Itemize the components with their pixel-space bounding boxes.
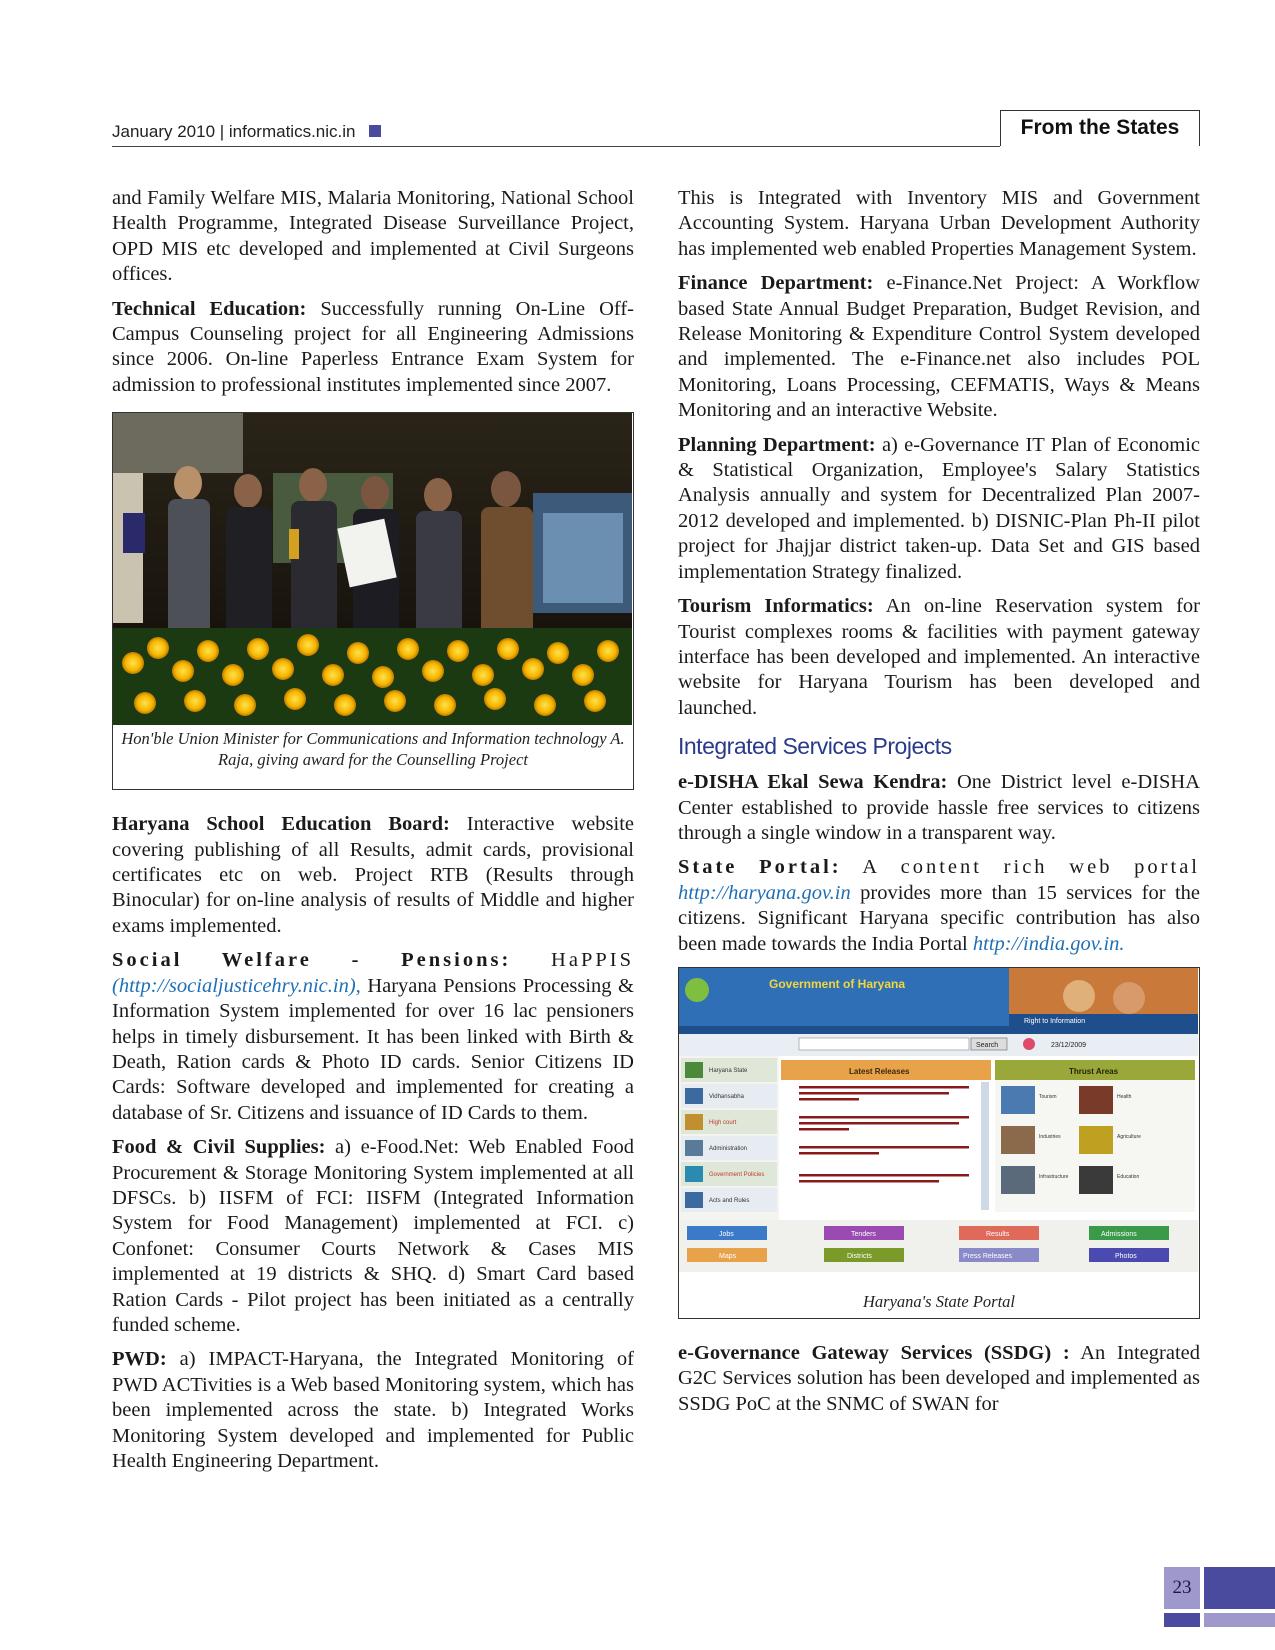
portal-thrust-education[interactable]: Education	[1117, 1173, 1140, 1180]
text-technical-education: Successfully running On-Line Off-Campus Counseling project for all Engineering Admissions since 2006. On-line Paperless Entrance Exam System for admission to professional institutes implemented since 2007.	[112, 297, 634, 396]
text-planning-department: a) e-Governance IT Plan of Economic & Statistical Organization, Employee's Salary Statistics Analysis annually and system for Decentralized Plan 2007-2012 developed and implemented. b) DISNIC-Plan Ph-II pilot project for Jhajjar district taken-up. Data Set and GIS based implementation Strategy finalized.	[678, 433, 1200, 583]
paragraph-inventory-mis: This is Integrated with Inventory MIS and Government Accounting System. Haryana Urban Development Authority has implemented web enabled Properties Management System.	[678, 187, 1200, 260]
portal-thrust-industries[interactable]: Industries	[1039, 1133, 1061, 1140]
text-state-portal: provides more than 15 services for the citizens. Significant Haryana specific contribution has also been made towards the India Portal	[678, 881, 1200, 955]
paragraph-social-welfare	[112, 948, 634, 1126]
award-photo-caption: Hon'ble Union Minister for Communications and Information technology A. Raja, giving award for the Counselling Project	[121, 729, 625, 770]
portal-nav-haryana-state[interactable]: Haryana State	[709, 1067, 748, 1074]
state-portal-caption: Haryana's State Portal	[862, 1291, 1016, 1311]
portal-btn-jobs-label: Jobs	[719, 1230, 734, 1238]
portal-nav-administration[interactable]: Administration	[709, 1145, 748, 1152]
paragraph-technical-education	[112, 297, 634, 399]
page-number-bar-lower-right	[1204, 1613, 1275, 1627]
portal-nav-vidhansabha[interactable]: Vidhansabha	[709, 1093, 744, 1100]
paragraph-edisha	[678, 770, 1200, 846]
text-edisha: One District level e-DISHA Center established to provide hassle free services to citizens through a single window in a transparent way.	[678, 771, 1200, 844]
header-issue-info	[112, 122, 381, 142]
portal-thrust-infrastructure[interactable]: Infrastructure	[1039, 1173, 1069, 1180]
portal-btn-admissions-label: Admissions	[1101, 1230, 1137, 1238]
portal-btn-results-label: Results	[986, 1230, 1010, 1238]
award-ceremony-photo	[113, 413, 632, 725]
left-column	[112, 186, 634, 1483]
portal-thrust-health[interactable]: Health	[1117, 1093, 1132, 1100]
text-state-portal-lead: A content rich web portal	[841, 856, 1200, 879]
header-rule	[112, 146, 1000, 147]
paragraph-school-education-board	[112, 812, 634, 939]
portal-thrust-areas-title: Thrust Areas	[1069, 1066, 1119, 1076]
text-tourism-informatics: An on-line Reservation system for Tourist complexes rooms & facilities with payment gateway interface has been developed and implemented. An interactive website for Haryana Tourism has been developed and launched.	[678, 595, 1200, 719]
header-square-icon	[369, 125, 381, 137]
text-school-education-board: Interactive website covering publishing of all Results, admit cards, provisional certificates etc on web. Project RTB (Results through Binocular) for on-line analysis of results of Middle and higher exams implemented.	[112, 813, 634, 937]
paragraph-tourism-informatics	[678, 594, 1200, 721]
text-food-civil-supplies: a) e-Food.Net: Web Enabled Food Procurement & Storage Monitoring System implemented at all DFSCs. b) IISFM of FCI: IISFM (Integrated Information System for Food Management) implemented at FCI. c) Confonet: Consumer Courts Network & Cases MIS implemented at 19 districts & SHQ. d) Smart Card based Ration Cards - Pilot project has been initiated as a centrally funded scheme.	[112, 1136, 634, 1336]
heading-state-portal: State Portal:	[678, 856, 842, 879]
paragraph-health-mis: and Family Welfare MIS, Malaria Monitoring, National School Health Programme, Integrated Disease Surveillance Project, OPD MIS etc developed and implemented at Civil Surgeons offices.	[112, 187, 634, 286]
section-title-integrated-services: Integrated Services Projects	[678, 733, 952, 760]
portal-btn-districts-label: Districts	[847, 1252, 872, 1260]
heading-ssdg: e-Governance Gateway Services (SSDG) :	[678, 1341, 1070, 1364]
heading-technical-education: Technical Education:	[112, 297, 307, 320]
page-number-bar-lower-left	[1164, 1613, 1200, 1627]
text-social-welfare: Haryana Pensions Processing & Information System implemented for over 16 lac pensioners helps in timely disbursement. It has been linked with Birth & Death, Ration cards & Photo ID cards. Senior Citizens ID Cards: Software developed and implemented for creating a database of Sr. Citizens and issuance of ID Cards to them.	[112, 974, 634, 1124]
portal-latest-releases-title: Latest Releases	[849, 1066, 910, 1076]
portal-btn-maps-label: Maps	[719, 1252, 737, 1260]
text-pwd: a) IMPACT-Haryana, the Integrated Monitoring of PWD ACTivities is a Web based Monitoring system, which has been implemented across the state. b) Integrated Works Monitoring System developed and implemented for Public Health Engineering Department.	[112, 1348, 634, 1472]
page-number-bar	[1204, 1567, 1275, 1609]
state-portal-screenshot	[679, 968, 1198, 1288]
right-column	[678, 186, 1200, 1426]
portal-btn-press-releases-label: Press Releases	[963, 1252, 1013, 1260]
award-photo-figure	[112, 412, 634, 790]
heading-food-civil-supplies: Food & Civil Supplies:	[112, 1136, 326, 1159]
heading-pwd: PWD:	[112, 1348, 167, 1371]
portal-nav-high-court[interactable]: High court	[709, 1119, 737, 1126]
paragraph-pwd	[112, 1347, 634, 1474]
text-happis: HaPPIS	[511, 949, 634, 972]
paragraph-ssdg	[678, 1341, 1200, 1417]
heading-school-education-board: Haryana School Education Board:	[112, 813, 450, 836]
portal-btn-tenders-label: Tenders	[851, 1230, 876, 1238]
link-socialjustice[interactable]: (http://socialjusticehry.nic.in),	[112, 974, 361, 997]
portal-nav-acts-rules[interactable]: Acts and Rules	[709, 1197, 750, 1204]
portal-btn-photos-label: Photos	[1115, 1252, 1137, 1260]
paragraph-state-portal	[678, 855, 1200, 957]
state-portal-figure	[678, 967, 1200, 1319]
paragraph-planning-department	[678, 433, 1200, 585]
heading-social-welfare: Social Welfare - Pensions:	[112, 949, 512, 972]
link-haryana-gov[interactable]: http://haryana.gov.in	[678, 881, 851, 904]
portal-nav-government-policies[interactable]: Government Policies	[709, 1171, 765, 1178]
link-india-gov[interactable]: http://india.gov.in.	[972, 932, 1125, 955]
section-tag: From the States	[1000, 110, 1200, 146]
page-header	[112, 110, 1200, 150]
heading-tourism-informatics: Tourism Informatics:	[678, 595, 874, 618]
portal-date: 23/12/2009	[1051, 1041, 1087, 1049]
heading-edisha: e-DISHA Ekal Sewa Kendra:	[678, 771, 948, 794]
paragraph-finance-department	[678, 271, 1200, 423]
portal-thrust-tourism[interactable]: Tourism	[1039, 1093, 1057, 1100]
heading-planning-department: Planning Department:	[678, 433, 876, 456]
text-ssdg: An Integrated G2C Services solution has been developed and implemented as SSDG PoC at the SNMC of SWAN for	[678, 1341, 1200, 1415]
paragraph-food-civil-supplies	[112, 1135, 634, 1338]
text-finance-department: e-Finance.Net Project: A Workflow based State Annual Budget Preparation, Budget Revision, and Release Monitoring & Expenditure Control System developed and implemented. The e-Finance.net also includes POL Monitoring, Loans Processing, CEFMATIS, Ways & Means Monitoring and an interactive Website.	[678, 272, 1200, 422]
heading-finance-department: Finance Department:	[678, 272, 874, 295]
page-number: 23	[1164, 1567, 1200, 1609]
header-issue-text: January 2010 | informatics.nic.in	[112, 122, 356, 141]
portal-thrust-agriculture[interactable]: Agriculture	[1117, 1133, 1141, 1140]
portal-right-to-info: Right to Information	[1024, 1017, 1086, 1025]
portal-site-title: Government of Haryana	[769, 976, 906, 991]
portal-search-label: Search	[976, 1041, 999, 1049]
